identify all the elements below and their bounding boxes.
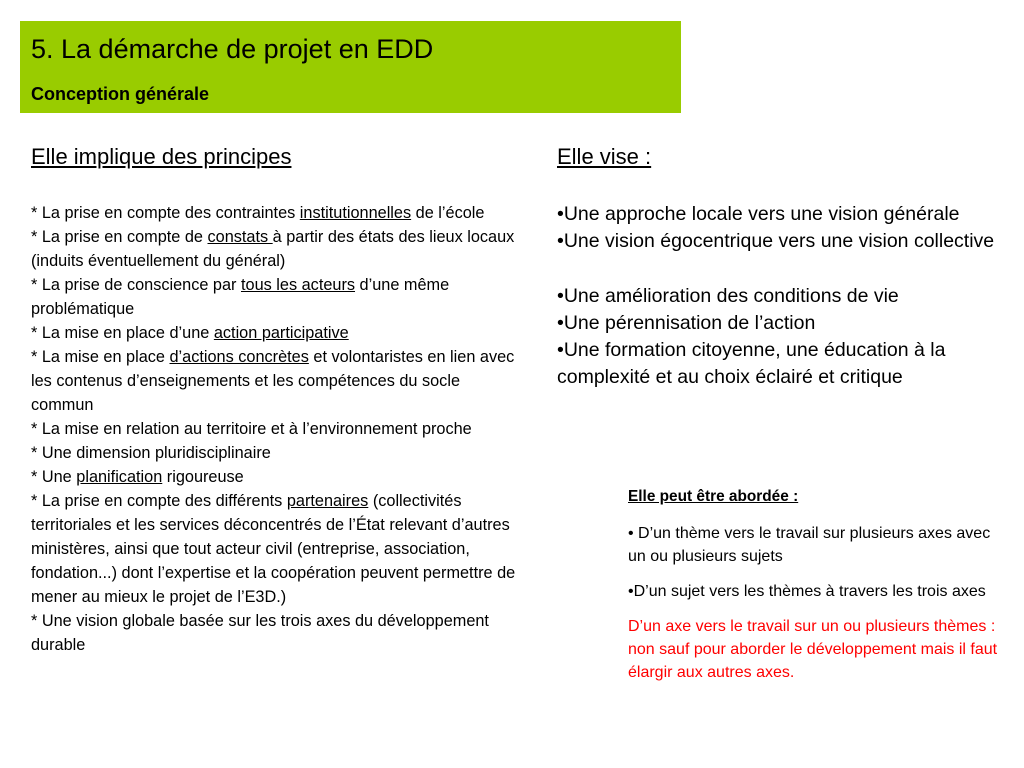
principle-item: * Une vision globale basée sur les trois axes du développement durable xyxy=(31,612,489,654)
approach-box xyxy=(628,486,998,684)
goal-item: •Une amélioration des conditions de vie xyxy=(557,284,899,307)
goal-item: •Une formation citoyenne, une éducation à la complexité et au choix éclairé et critique xyxy=(557,339,946,389)
approach-item: • D’un thème vers le travail sur plusieurs axes avec un ou plusieurs sujets xyxy=(628,525,991,565)
goal-item: •Une pérennisation de l’action xyxy=(557,311,816,334)
principle-item: * La prise en compte de constats à partir des états des lieux locaux (induits éventuellement du général) xyxy=(31,228,515,270)
goals-heading: Elle vise : xyxy=(557,144,652,169)
page-title: 5. La démarche de projet en EDD xyxy=(31,34,434,64)
approach-warning: D’un axe vers le travail sur un ou plusieurs thèmes : non sauf pour aborder le développement mais il faut élargir aux autres axes. xyxy=(628,618,998,681)
principle-item: * La prise en compte des contraintes institutionnelles de l’école xyxy=(31,204,485,222)
page-subtitle: Conception générale xyxy=(31,84,210,104)
goal-item: •Une vision égocentrique vers une vision collective xyxy=(557,230,995,253)
principle-item: * La mise en relation au territoire et à l’environnement proche xyxy=(31,420,472,438)
principle-item: * La prise de conscience par tous les acteurs d’une même problématique xyxy=(31,276,450,318)
principles-column xyxy=(31,143,521,657)
principle-item: * Une dimension pluridisciplinaire xyxy=(31,444,271,462)
principles-list xyxy=(31,201,521,657)
principle-item: * La prise en compte des différents partenaires (collectivités territoriales et les services déconcentrés de l’État relevant d’autres ministères, ainsi que tout acteur civil (entreprise, association, fondation...) dont l’expertise et la coopération peuvent permettre de mener au mieux le projet de l’E3D.) xyxy=(31,492,516,606)
title-banner xyxy=(20,21,681,113)
principles-heading: Elle implique des principes xyxy=(31,144,292,169)
goal-item: •Une approche locale vers une vision générale xyxy=(557,203,960,225)
approach-heading: Elle peut être abordée : xyxy=(628,488,799,505)
approach-item: •D’un sujet vers les thèmes à travers les trois axes xyxy=(628,583,986,600)
principle-item: * La mise en place d’une action participative xyxy=(31,324,349,342)
goals-list xyxy=(557,201,1019,392)
goal-spacer xyxy=(557,256,1019,283)
principle-item: * La mise en place d’actions concrètes et volontaristes en lien avec les contenus d’enseignements et les compétences du socle commun xyxy=(31,348,515,414)
goals-column xyxy=(557,143,1019,392)
principle-item: * Une planification rigoureuse xyxy=(31,468,244,486)
